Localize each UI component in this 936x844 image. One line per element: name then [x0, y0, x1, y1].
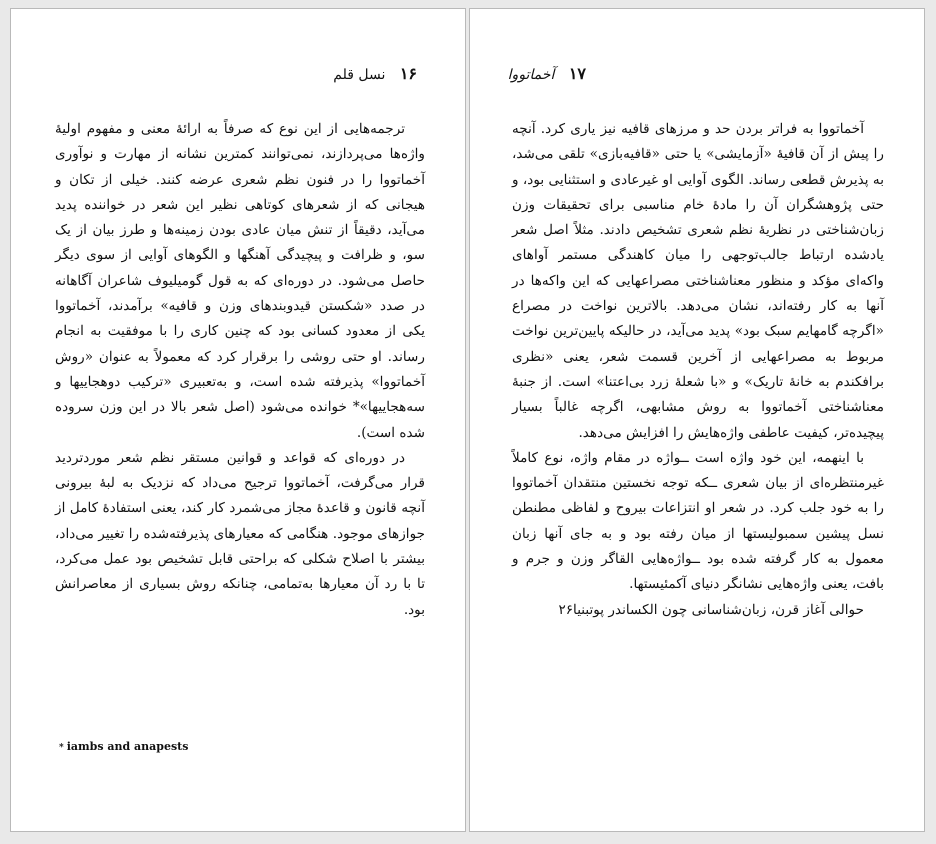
paragraph: آخماتووا به فراتر بردن حد و مرزهای قافیه نیز یاری کرد. آنچه را پیش از آن قافیهٔ «آزمایشی» یا حتی «قافیه‌بازی» تلقی می‌شد، به پذیرش قطعی رساند. الگوی آوایی او غیرعادی و استثنایی بود، و حتی پژوهشگران آن را مادهٔ خام مناسبی برای تحقیقات وزن زبان‌شناختی در نظریهٔ نظم شعری تشخیص دادند. مثلاً اصل شعر یادشده ارتباط جالب‌توجهی را میان کاهندگی مستمر آواهای واکه‌ای مؤکد و منظور معناشناختی مصراعهایی که این واکه‌ها در آنها به کار رفته‌اند، نشان می‌دهد. بالاترین نواخت در مصراع «اگرچه گامهایم سبک بود» پدید می‌آید، در حالیکه پایین‌ترین نواخت مربوط به مصراعهایی از آخرین قسمت شعر، یعنی «نظری برافکندم به خانهٔ تاریک» و «با شعلهٔ زرد بی‌اعتنا» است. از جنبهٔ معناشناختی آخماتووا به روش مشابهی، اگرچه غالباً بسیار پیچیده‌تر، کیفیت عاطفی واژه‌هایش را افزایش می‌دهد. [512, 121, 884, 441]
paragraph: ترجمه‌هایی از این نوع که صرفاً به ارائهٔ معنی و مفهوم اولیهٔ واژه‌ها می‌پردازند، نمی‌توانند کمترین نشانه از مهارت و نوآوری آخماتووا را در فنون نظم شعری عرضه کنند. خیلی از تکان و هیجانی که از شعرهای کوتاهی نظیر این شعر در خواننده پدید می‌آید، دقیقاً از تنش میان عادی بودن زمینه‌ها و طرز بیان از یک سو، و ظرافت و پیچیدگی آهنگها و الگوهای آوایی از سوی دیگر حاصل می‌شود. در دوره‌ای که به قول گومیلیوف شاعران آگاهانه در صدد «شکستن قیدوبندهای وزن و قافیه» برآمدند، آخماتووا یکی از معدود کسانی بود که چنین کاری را با موفقیت به انجام رساند. او حتی روشی را برقرار کرد که معمولاً به عنوان «روش آخماتووا» پذیرفته شده است، و به‌تعبیری «ترکیب دوهجاییها و سه‌هجاییها»* خوانده می‌شود (اصل شعر بالا در این وزن سروده شده است). [55, 121, 425, 441]
body-text [55, 117, 425, 623]
page-number: ۱۷ [568, 64, 586, 83]
paragraph: حوالی آغاز قرن، زبان‌شناسانی چون الکساندر پوتبنیا۲۶ [558, 601, 864, 618]
footnote-text: iambs and anapests [66, 740, 189, 753]
body-text [512, 117, 884, 623]
paragraph: با اینهمه، این خود واژه است ــواژه در مقام واژه، نوع کاملاً غیرمنتظره‌ای از بیان شعری ــکه توجه نخستین منتقدان آخماتووا را به خود جلب کرد. در شعر او انتزاعات بیروح و لفاظی مطنطن نسل پیشین سمبولیستها از میان رفته بود و به جای آنها زبان معمول به کار گرفته شده بود ــواژه‌هایی القاگر وزن و جرم و بافت، یعنی واژه‌هایی نشانگر دنیای آکمئیستها. [512, 449, 884, 593]
left-page [10, 8, 466, 832]
paragraph: در دوره‌ای که قواعد و قوانین مستقر نظم شعر موردتردید قرار می‌گرفت، آخماتووا ترجیح می‌داد که نزدیک به لبهٔ بیرونی آنچه قانون و قاعدهٔ مجاز می‌شمرد کار کند، یعنی استفادهٔ کامل از جوازهای موجود. هنگامی که معیارهای پذیرفته‌شده را تغییر می‌داد، بیشتر با اصلاح شکلی که براحتی قابل تشخیص بود عمل می‌کرد، تا با رد آن معیارها به‌تمامی، چنانکه روش بسیاری از معاصرانش بود. [55, 449, 425, 618]
running-head [508, 64, 586, 85]
right-page [469, 8, 925, 832]
page-number: ۱۶ [399, 64, 417, 83]
running-head [333, 64, 417, 85]
running-title: نسل قلم [333, 67, 386, 83]
running-title: آخماتووا [507, 67, 555, 83]
footnote [59, 739, 188, 756]
footnote-marker: * [59, 743, 64, 753]
